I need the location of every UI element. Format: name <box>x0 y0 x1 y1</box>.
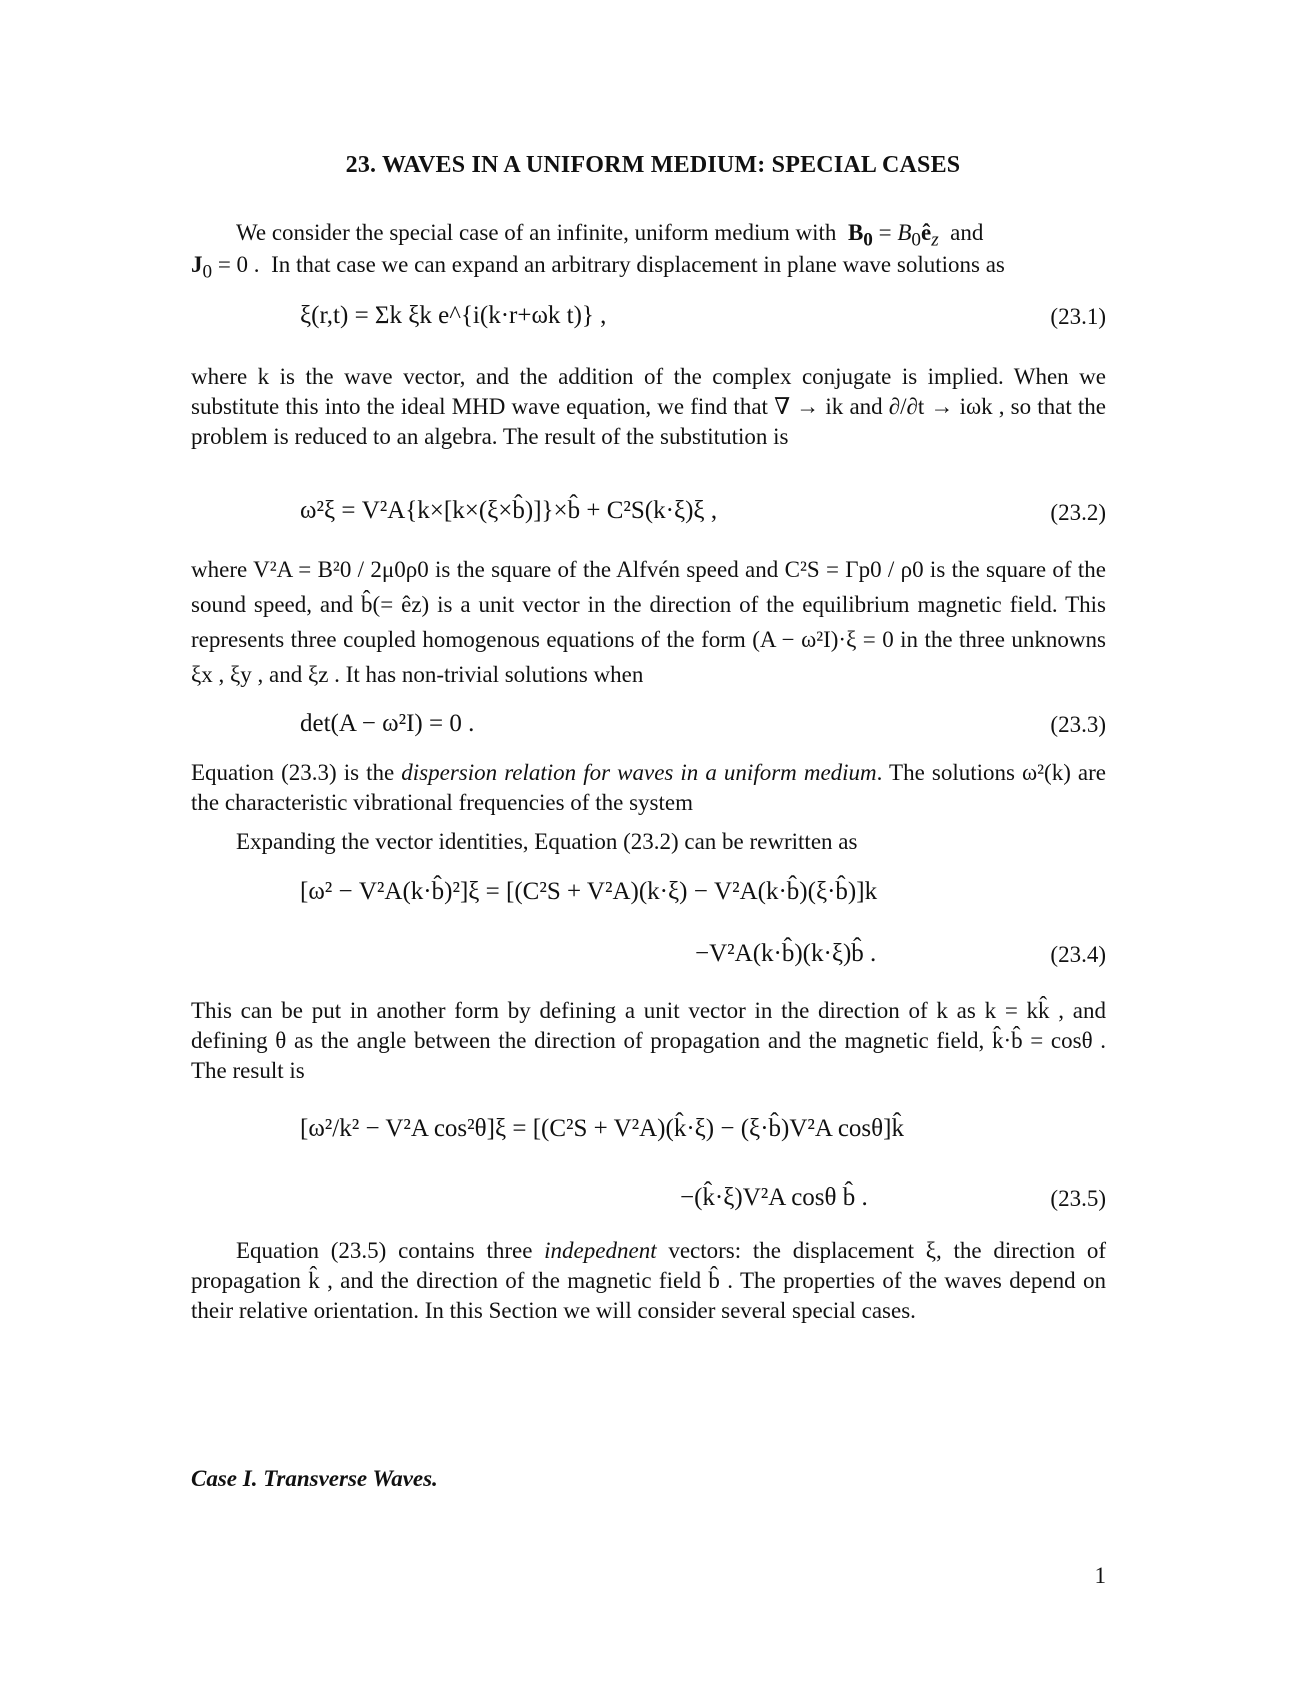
dispersion-relation-emphasis: dispersion relation for waves in a uniform medium <box>401 760 877 785</box>
equation-23-5-number: (23.5) <box>1050 1186 1106 1211</box>
paragraph-5: Expanding the vector identities, Equation (23.2) can be rewritten as <box>236 829 858 854</box>
section-heading: 23. WAVES IN A UNIFORM MEDIUM: SPECIAL CASES <box>345 152 961 178</box>
equation-23-2: ω²ξ = V²A{k×[k×(ξ×b̂)]}×b̂ + C²S(k·ξ)ξ , <box>300 497 718 524</box>
paragraph-3: where V²A = B²0 / 2μ0ρ0 is the square of the Alfvén speed and C²S = Γp0 / ρ0 is the square of the sound speed, and b̂(= êz) is a unit vector in the direction of the equilibrium magnetic field. This represents three coupled homogenous equations of the form (A − ω²I)·ξ = 0 in the three unknowns ξx , ξy , and ξz . It has non-trivial solutions when <box>191 557 1106 687</box>
page-number: 1 <box>1094 1563 1106 1588</box>
equation-23-1-number: (23.1) <box>1050 304 1106 329</box>
equation-23-4-line-1: [ω² − V²A(k·b̂)²]ξ = [(C²S + V²A)(k·ξ) − V²A(k·b̂)(ξ·b̂)]k <box>300 878 878 905</box>
paragraph-7-text-b: vectors: the displacement ξ, the direction of propagation k̂ , and the direction of the magnetic field b̂ . The properties of the waves depend on their relative orientation. In this Section we will consider several special cases. <box>191 1238 1106 1323</box>
paragraph-4-text-a: Equation (23.3) is the <box>191 760 402 785</box>
paragraph-6: This can be put in another form by defining a unit vector in the direction of k as k = kk̂ , and defining θ as the angle between the direction of propagation and the magnetic field, k̂·b̂ = cosθ . The result is <box>191 998 1106 1083</box>
independent-emphasis: indepednent <box>544 1238 657 1263</box>
paragraph-1-text-a: We consider the special case of an infinite, uniform medium with <box>236 220 837 245</box>
inline-math-b0: $B_0$ <box>842 220 873 251</box>
equation-23-5-line-2: −(k̂·ξ)V²A cosθ b̂ . <box>680 1184 868 1211</box>
equation-23-3: det(A − ω²I) = 0 . <box>300 710 475 737</box>
equation-23-5-line-1: [ω²/k² − V²A cos²θ]ξ = [(C²S + V²A)(k̂·ξ) − (ξ·b̂)V²A cosθ]k̂ <box>300 1115 904 1142</box>
paragraph-7 <box>191 1236 1106 1326</box>
paragraph-4-text-b: . The solutions ω²(k) are the characteristic vibrational frequencies of the system <box>191 760 1106 815</box>
equation-23-2-number: (23.2) <box>1050 500 1106 525</box>
paragraph-2: where k is the wave vector, and the addition of the complex conjugate is implied. When we substitute this into the ideal MHD wave equation, we find that ∇ → ik and ∂/∂t → iωk , so that the problem is reduced to an algebra. The result of the substitution is <box>191 364 1106 449</box>
paragraph-4 <box>191 758 1106 818</box>
equation-23-4-number: (23.4) <box>1050 942 1106 967</box>
equation-23-4-line-2: −V²A(k·b̂)(k·ξ)b̂ . <box>695 940 877 967</box>
paragraph-1-text-b: In that case we can expand an arbitrary displacement in plane wave solutions as <box>271 252 1005 277</box>
equation-23-3-number: (23.3) <box>1050 712 1106 737</box>
paragraph-1-line-2: $J_0 = 0$ . In that case we can expand an arbitrary displacement in plane wave solutions as <box>191 252 1005 283</box>
case-heading: Case I. Transverse Waves. <box>191 1466 438 1491</box>
inline-math-j0: J <box>191 252 203 277</box>
paragraph-7-text-a: Equation (23.5) contains three <box>236 1238 545 1263</box>
paragraph-1-line-1: We consider the special case of an infinite, uniform medium with $B_0$ = $B_0ê_z$ and <box>236 220 984 251</box>
equation-23-1: ξ(r,t) = Σk ξk e^{i(k·r+ωk t)} , <box>300 302 607 329</box>
